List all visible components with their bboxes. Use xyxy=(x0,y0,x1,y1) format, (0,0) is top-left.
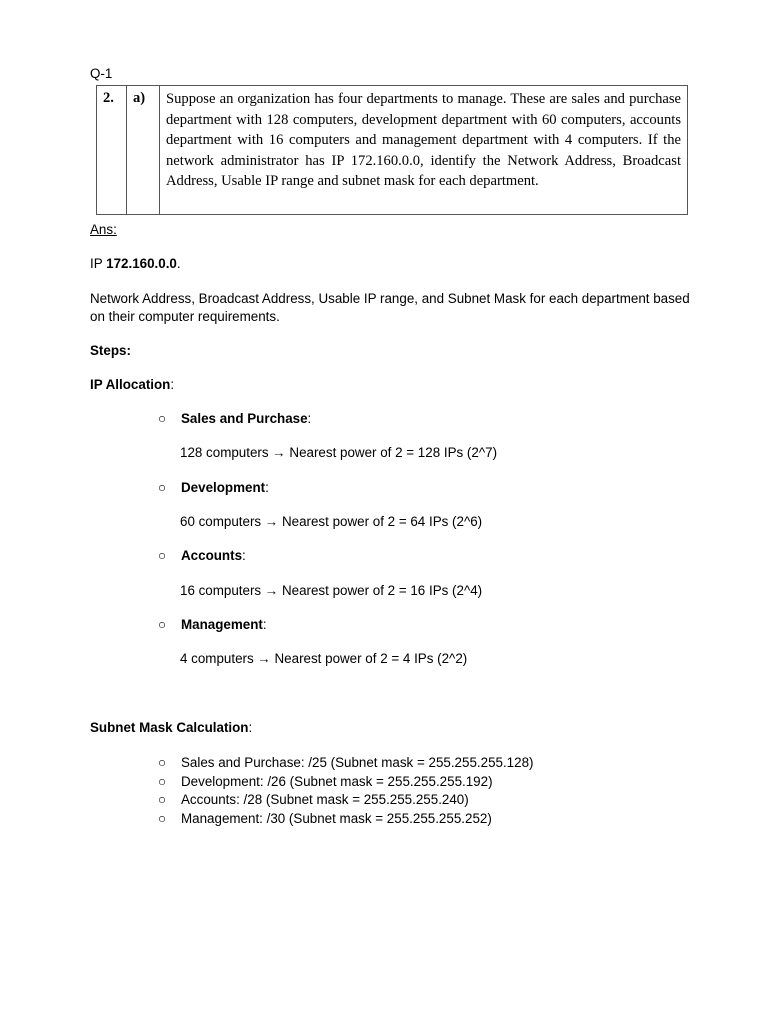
colon: : xyxy=(307,411,312,426)
subnet-mask-entry: Development: /26 (Subnet mask = 255.255.255.192) xyxy=(181,773,493,789)
colon: : xyxy=(265,480,269,495)
question-number: 2. xyxy=(97,86,127,215)
bullet-icon: ○ xyxy=(158,548,167,563)
list-item xyxy=(158,791,534,810)
department-name: Accounts xyxy=(181,548,243,563)
department-name: Management xyxy=(181,617,263,632)
steps-heading: Steps: xyxy=(90,343,131,358)
question-text: Suppose an organization has four departments to manage. These are sales and purchase department with 128 computers, development department with 60 computers, accounts department with 16 computers and management department with 4 computers. If the network administrator has IP 172.160.0.0, identify the Network Address, Broadcast Address, Usable IP range and subnet mask for each department. xyxy=(160,86,688,215)
department-calc: 128 computers → Nearest power of 2 = 128 IPs (2^7) xyxy=(180,445,498,460)
bullet-icon: ○ xyxy=(158,617,167,632)
colon: : xyxy=(248,720,253,735)
department-calc: 60 computers → Nearest power of 2 = 64 IPs (2^6) xyxy=(180,514,483,529)
list-item xyxy=(158,754,534,773)
subnet-mask-entry: Management: /30 (Subnet mask = 255.255.255.252) xyxy=(181,810,492,826)
list-item xyxy=(158,810,534,829)
ip-allocation-heading xyxy=(90,377,174,392)
list-item xyxy=(158,773,534,792)
colon: : xyxy=(170,377,175,392)
subnet-mask-label: Subnet Mask Calculation xyxy=(90,720,249,735)
subnet-mask-entry: Sales and Purchase: /25 (Subnet mask = 255.255.255.128) xyxy=(181,755,534,770)
ip-value: 172.160.0.0 xyxy=(106,256,177,271)
subnet-mask-list xyxy=(158,754,534,828)
colon: : xyxy=(262,617,267,632)
question-part: a) xyxy=(127,86,160,215)
question-label: Q-1 xyxy=(90,66,113,81)
department-name: Development xyxy=(181,480,266,495)
answer-label: Ans: xyxy=(90,222,117,237)
bullet-icon: ○ xyxy=(158,480,167,495)
list-item xyxy=(158,411,311,426)
bullet-icon: ○ xyxy=(158,411,167,426)
bullet-icon: ○ xyxy=(158,755,167,770)
list-item xyxy=(158,548,246,563)
question-table xyxy=(96,85,688,215)
answer-description: Network Address, Broadcast Address, Usable IP range, and Subnet Mask for each department based on their computer requirements. xyxy=(90,291,690,324)
subnet-mask-entry: Accounts: /28 (Subnet mask = 255.255.255.240) xyxy=(181,792,469,808)
ip-line xyxy=(90,256,181,271)
list-item xyxy=(158,617,267,632)
ip-prefix: IP xyxy=(90,256,107,271)
colon: : xyxy=(242,548,246,563)
department-calc: 4 computers → Nearest power of 2 = 4 IPs (2^2) xyxy=(180,651,468,666)
bullet-icon: ○ xyxy=(158,810,167,826)
subnet-mask-heading xyxy=(90,720,252,735)
bullet-icon: ○ xyxy=(158,792,167,808)
bullet-icon: ○ xyxy=(158,773,167,789)
list-item xyxy=(158,480,269,495)
department-calc: 16 computers → Nearest power of 2 = 16 IPs (2^4) xyxy=(180,583,483,598)
ip-suffix: . xyxy=(176,256,181,271)
ip-allocation-label: IP Allocation xyxy=(90,377,171,392)
department-name: Sales and Purchase xyxy=(181,411,308,426)
